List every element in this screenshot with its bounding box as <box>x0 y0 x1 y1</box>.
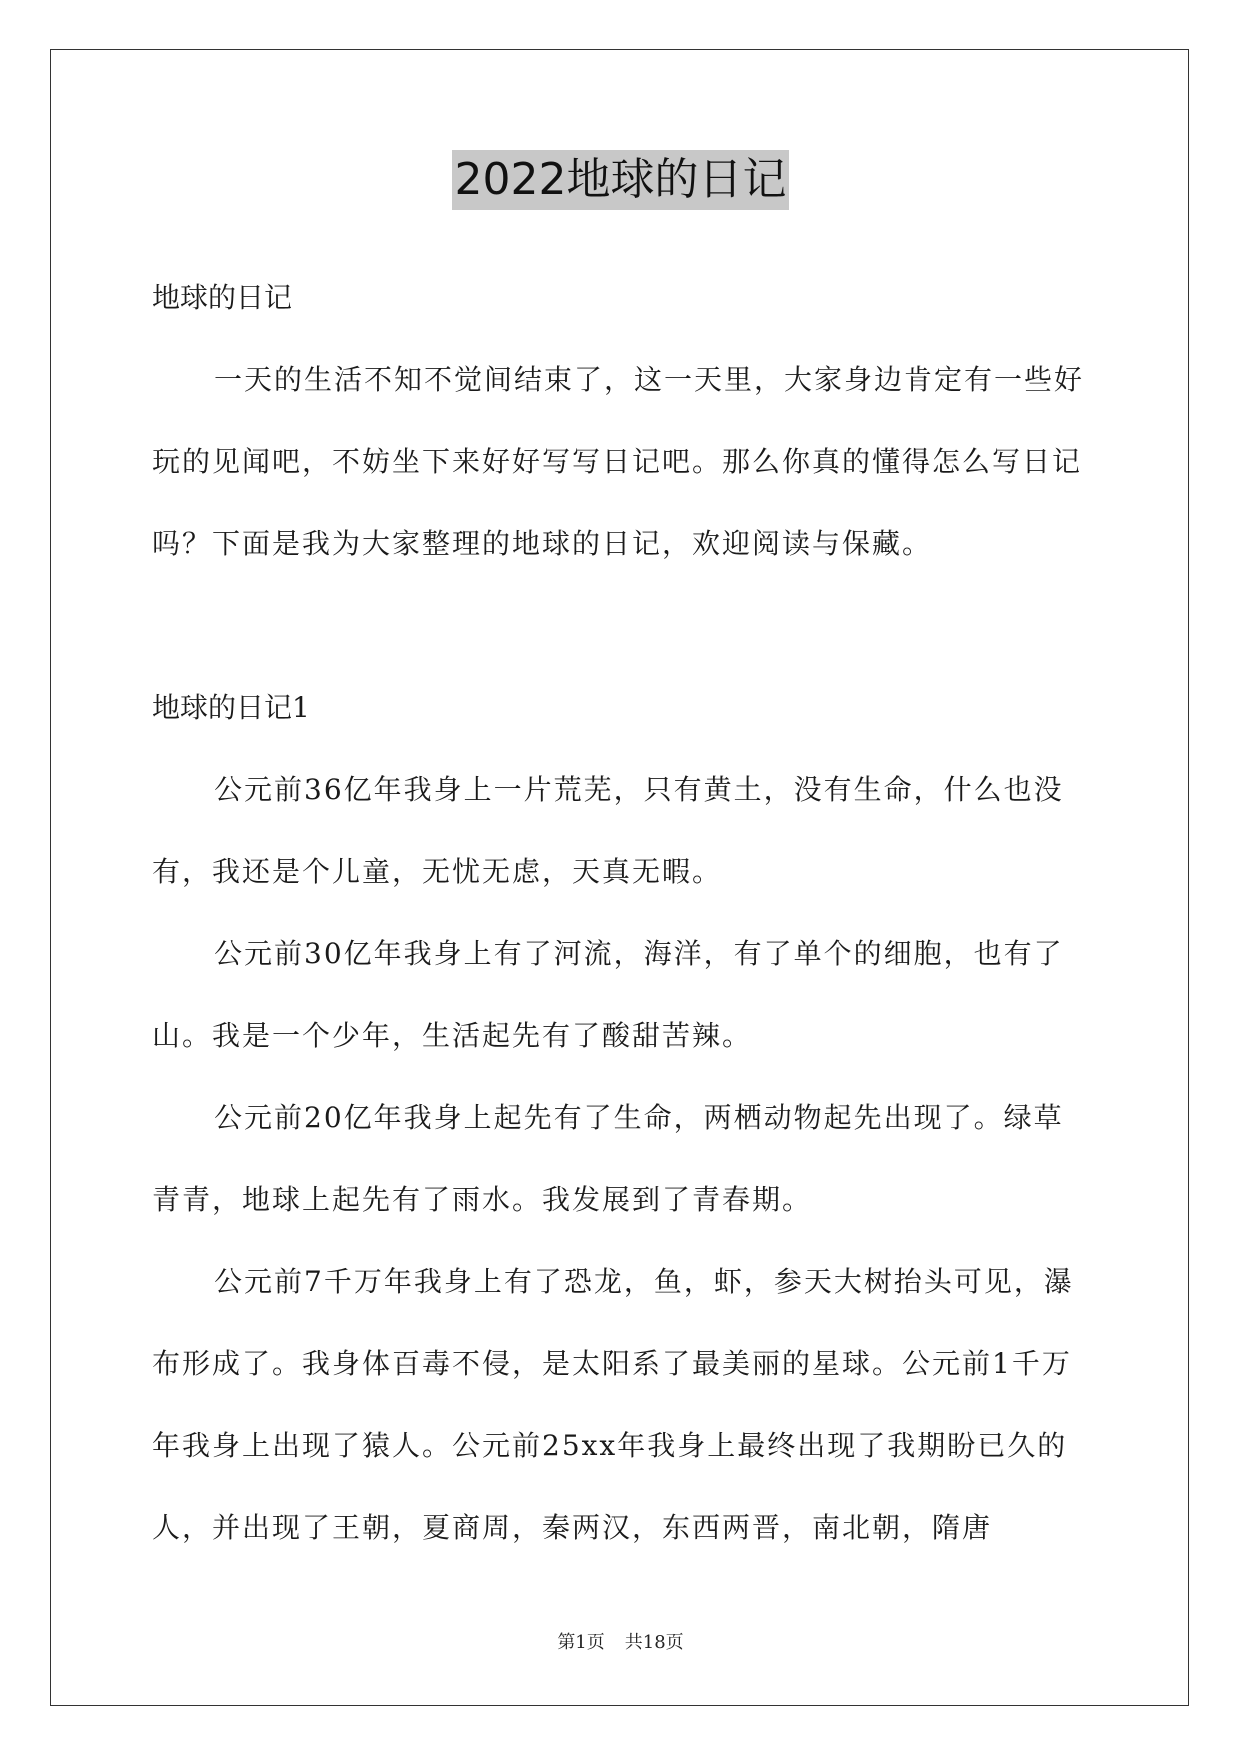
page-number: 第1页 <box>557 1632 605 1653</box>
page-count: 共18页 <box>624 1632 684 1653</box>
paragraph: 公元前36亿年我身上一片荒芜，只有黄土，没有生命，什么也没有，我还是个儿童，无忧无虑，天真无暇。 <box>152 773 1064 888</box>
intro-heading: 地球的日记 <box>152 281 293 314</box>
document-body <box>152 257 1092 1569</box>
section-heading: 地球的日记1 <box>152 691 310 724</box>
intro-paragraph: 一天的生活不知不觉间结束了，这一天里，大家身边肯定有一些好玩的见闻吧，不妨坐下来好好写写日记吧。那么你真的懂得怎么写日记吗？下面是我为大家整理的地球的日记，欢迎阅读与保藏。 <box>152 363 1085 560</box>
title-container <box>0 150 1241 210</box>
page-footer <box>0 1628 1241 1654</box>
paragraph: 公元前20亿年我身上起先有了生命，两栖动物起先出现了。绿草青青，地球上起先有了雨水。我发展到了青春期。 <box>152 1101 1064 1216</box>
document-title: 2022地球的日记 <box>452 150 790 210</box>
section-spacer <box>152 585 1092 667</box>
paragraph: 公元前7千万年我身上有了恐龙，鱼，虾，参天大树抬头可见，瀑布形成了。我身体百毒不侵，是太阳系了最美丽的星球。公元前1千万年我身上出现了猿人。公元前25xx年我身上最终出现了我期盼已久的人，并出现了王朝，夏商周，秦两汉，东西两晋，南北朝，隋唐 <box>152 1265 1074 1544</box>
paragraph: 公元前30亿年我身上有了河流，海洋，有了单个的细胞，也有了山。我是一个少年，生活起先有了酸甜苦辣。 <box>152 937 1064 1052</box>
